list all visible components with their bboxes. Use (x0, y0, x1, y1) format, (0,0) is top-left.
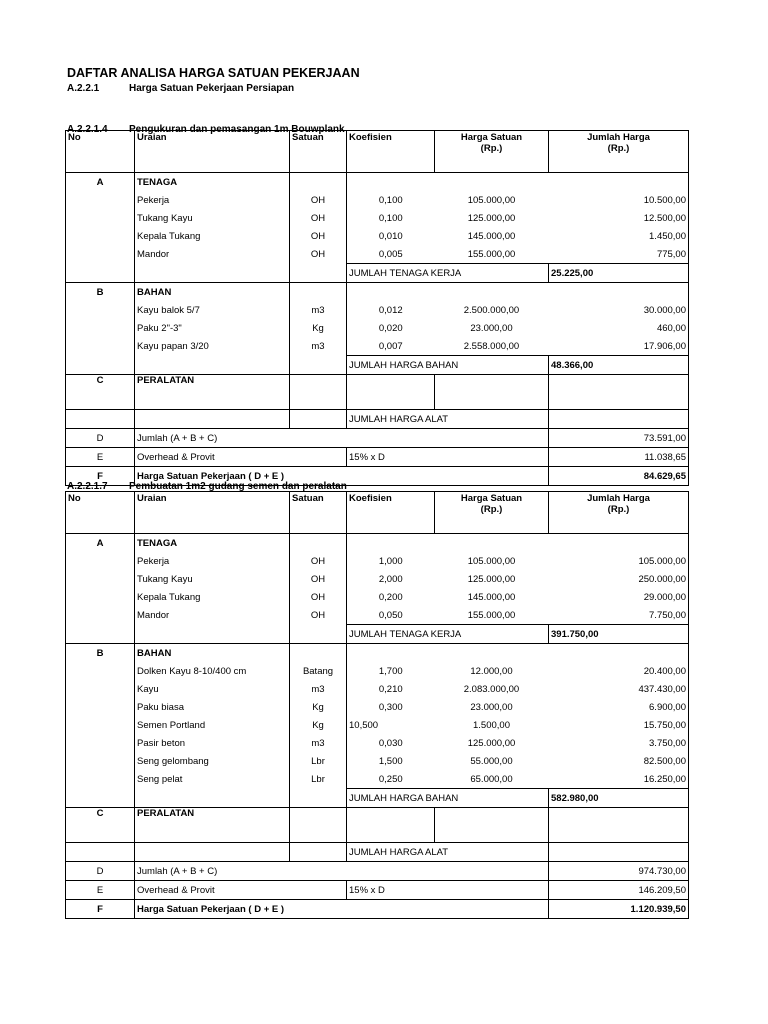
row-label: Jumlah (A + B + C) (135, 862, 549, 881)
row-value: 974.730,00 (549, 862, 689, 881)
item-jumlah: 460,00 (549, 319, 689, 337)
item-jumlah: 437.430,00 (549, 680, 689, 698)
jumlah-cell (549, 375, 689, 410)
item-uraian: Semen Portland (135, 716, 290, 734)
row-e (66, 881, 689, 900)
item-row (66, 227, 689, 245)
row-e (66, 448, 689, 467)
header-row (66, 492, 689, 534)
group-total-value: 582.980,00 (549, 789, 689, 808)
jumlah-header-line1: Jumlah Harga (587, 132, 650, 143)
group-total-value (549, 843, 689, 862)
item-row (66, 606, 689, 625)
item-jumlah: 30.000,00 (549, 301, 689, 319)
no-cell (66, 301, 135, 319)
koef-cell (347, 173, 435, 192)
row-percent: 15% x D (347, 448, 549, 467)
no-cell (66, 680, 135, 698)
group-b-label-row (66, 644, 689, 663)
item-row (66, 301, 689, 319)
item-uraian: Mandor (135, 245, 290, 264)
analysis-table-2 (65, 491, 689, 919)
koef-cell (347, 808, 435, 843)
item-harga: 2.558.000,00 (463, 340, 520, 352)
uraian-cell (135, 356, 290, 375)
no-cell (66, 716, 135, 734)
item-row (66, 570, 689, 588)
item-jumlah: 29.000,00 (549, 588, 689, 606)
col-harga-header (435, 492, 549, 534)
col-uraian-header: Uraian (135, 131, 290, 173)
satuan-cell (290, 789, 347, 808)
item-row (66, 588, 689, 606)
row-d (66, 429, 689, 448)
item-harga: 155.000,00 (467, 248, 516, 260)
group-label: BAHAN (135, 644, 290, 663)
item-row (66, 716, 689, 734)
uraian-cell (135, 264, 290, 283)
no-cell (66, 337, 135, 356)
group-b-total-row (66, 356, 689, 375)
item-uraian: Paku 2"-3" (135, 319, 290, 337)
koef-cell (347, 534, 435, 553)
uraian-cell (135, 789, 290, 808)
item-row (66, 191, 689, 209)
item-jumlah: 82.500,00 (549, 752, 689, 770)
item-satuan: m3 (290, 680, 347, 698)
no-cell (66, 662, 135, 680)
item-koefisien: 0,300 (347, 698, 435, 716)
no-cell (66, 698, 135, 716)
col-koefisien-header: Koefisien (347, 492, 435, 534)
col-satuan-header: Satuan (290, 131, 347, 173)
satuan-cell (290, 625, 347, 644)
item-uraian: Kayu balok 5/7 (135, 301, 290, 319)
group-letter: C (66, 375, 135, 410)
row-label: Jumlah (A + B + C) (135, 429, 549, 448)
harga-header-line1: Harga Satuan (460, 132, 523, 143)
col-jumlah-header (549, 131, 689, 173)
col-satuan-header: Satuan (290, 492, 347, 534)
harga-cell (435, 375, 549, 410)
row-letter: E (66, 881, 135, 900)
satuan-cell (290, 808, 347, 843)
item-koefisien: 0,050 (347, 606, 435, 625)
item-uraian: Dolken Kayu 8-10/400 cm (135, 662, 290, 680)
row-value: 73.591,00 (549, 429, 689, 448)
no-cell (66, 606, 135, 625)
group-total-label: JUMLAH HARGA BAHAN (347, 356, 549, 375)
no-cell (66, 264, 135, 283)
jumlah-cell (549, 644, 689, 663)
koef-cell (347, 644, 435, 663)
item-row (66, 680, 689, 698)
group-label: TENAGA (135, 534, 290, 553)
item-koefisien: 0,200 (347, 588, 435, 606)
item-jumlah: 16.250,00 (549, 770, 689, 789)
group-label: BAHAN (135, 283, 290, 302)
col-no-header: No (66, 492, 135, 534)
group-total-value: 48.366,00 (549, 356, 689, 375)
satuan-cell (290, 534, 347, 553)
group-a-total-row (66, 625, 689, 644)
group-total-label: JUMLAH HARGA BAHAN (347, 789, 549, 808)
item-satuan: m3 (290, 301, 347, 319)
satuan-cell (290, 644, 347, 663)
item-koefisien: 0,250 (347, 770, 435, 789)
item-row (66, 552, 689, 570)
no-cell (66, 752, 135, 770)
harga-header-line2: (Rp.) (480, 504, 503, 515)
group-a-total-row (66, 264, 689, 283)
item-satuan: Lbr (290, 752, 347, 770)
item-harga: 105.000,00 (467, 194, 516, 206)
item-harga: 2.083.000,00 (463, 683, 520, 695)
item-satuan: OH (290, 588, 347, 606)
row-letter: E (66, 448, 135, 467)
no-cell (66, 191, 135, 209)
group-letter: A (66, 173, 135, 192)
row-letter: D (66, 429, 135, 448)
col-uraian-header: Uraian (135, 492, 290, 534)
row-label: Overhead & Provit (135, 448, 347, 467)
satuan-cell (290, 375, 347, 410)
item-row (66, 319, 689, 337)
no-cell (66, 245, 135, 264)
item-jumlah: 15.750,00 (549, 716, 689, 734)
group-total-value: 25.225,00 (549, 264, 689, 283)
item-uraian: Paku biasa (135, 698, 290, 716)
item-satuan: m3 (290, 734, 347, 752)
item-uraian: Kepala Tukang (135, 588, 290, 606)
item-jumlah: 12.500,00 (549, 209, 689, 227)
item-koefisien: 0,012 (347, 301, 435, 319)
no-cell (66, 319, 135, 337)
no-cell (66, 770, 135, 789)
table2-code: A.2.2.1.7 (67, 481, 108, 492)
harga-cell (435, 534, 549, 553)
no-cell (66, 588, 135, 606)
group-label: PERALATAN (135, 808, 290, 843)
item-uraian: Kepala Tukang (135, 227, 290, 245)
item-jumlah: 105.000,00 (549, 552, 689, 570)
row-letter: D (66, 862, 135, 881)
item-satuan: OH (290, 209, 347, 227)
item-satuan: m3 (290, 337, 347, 356)
item-koefisien: 0,005 (347, 245, 435, 264)
group-total-value: 391.750,00 (549, 625, 689, 644)
row-d (66, 862, 689, 881)
item-jumlah: 3.750,00 (549, 734, 689, 752)
item-harga: 125.000,00 (467, 573, 516, 585)
table1-code: A.2.2.1.4 (67, 124, 108, 135)
item-koefisien: 10,500 (347, 716, 435, 734)
group-label: PERALATAN (135, 375, 290, 410)
group-label: TENAGA (135, 173, 290, 192)
header-row (66, 131, 689, 173)
no-cell (66, 789, 135, 808)
harga-cell (435, 808, 549, 843)
item-harga: 55.000,00 (470, 755, 513, 767)
no-cell (66, 625, 135, 644)
item-row (66, 337, 689, 356)
no-cell (66, 209, 135, 227)
item-row (66, 770, 689, 789)
col-no-header: No (66, 131, 135, 173)
koef-cell (347, 375, 435, 410)
item-koefisien: 1,000 (347, 552, 435, 570)
jumlah-cell (549, 808, 689, 843)
item-satuan: OH (290, 552, 347, 570)
row-label: Overhead & Provit (135, 881, 347, 900)
item-satuan: Batang (290, 662, 347, 680)
group-b-label-row (66, 283, 689, 302)
section-title: Harga Satuan Pekerjaan Persiapan (129, 83, 295, 94)
no-cell (66, 734, 135, 752)
item-koefisien: 1,500 (347, 752, 435, 770)
item-harga: 23.000,00 (470, 701, 513, 713)
item-koefisien: 0,100 (347, 191, 435, 209)
item-koefisien: 0,007 (347, 337, 435, 356)
satuan-cell (290, 283, 347, 302)
item-satuan: Kg (290, 716, 347, 734)
group-a-label-row (66, 534, 689, 553)
group-letter: A (66, 534, 135, 553)
item-uraian: Tukang Kayu (135, 209, 290, 227)
item-uraian: Seng gelombang (135, 752, 290, 770)
harga-cell (435, 173, 549, 192)
item-uraian: Tukang Kayu (135, 570, 290, 588)
item-satuan: OH (290, 191, 347, 209)
item-koefisien: 0,030 (347, 734, 435, 752)
item-jumlah: 6.900,00 (549, 698, 689, 716)
item-satuan: Lbr (290, 770, 347, 789)
group-c-total-row (66, 410, 689, 429)
row-value: 146.209,50 (549, 881, 689, 900)
jumlah-cell (549, 173, 689, 192)
group-c-total-row (66, 843, 689, 862)
item-koefisien: 2,000 (347, 570, 435, 588)
jumlah-cell (549, 283, 689, 302)
jumlah-header-line1: Jumlah Harga (587, 493, 650, 504)
no-cell (66, 843, 135, 862)
koef-cell (347, 283, 435, 302)
satuan-cell (290, 173, 347, 192)
section-code: A.2.2.1 (67, 83, 100, 94)
group-letter: B (66, 283, 135, 302)
group-b-total-row (66, 789, 689, 808)
item-jumlah: 7.750,00 (549, 606, 689, 625)
item-jumlah: 17.906,00 (549, 337, 689, 356)
item-satuan: OH (290, 227, 347, 245)
item-harga: 155.000,00 (467, 609, 516, 621)
item-uraian: Kayu papan 3/20 (135, 337, 290, 356)
item-harga: 125.000,00 (467, 212, 516, 224)
item-harga: 145.000,00 (467, 230, 516, 242)
item-jumlah: 250.000,00 (549, 570, 689, 588)
item-uraian: Pasir beton (135, 734, 290, 752)
item-uraian: Pekerja (135, 191, 290, 209)
group-total-label: JUMLAH HARGA ALAT (347, 410, 549, 429)
item-harga: 2.500.000,00 (463, 304, 520, 316)
col-jumlah-header (549, 492, 689, 534)
group-total-value (549, 410, 689, 429)
item-harga: 105.000,00 (467, 555, 516, 567)
group-total-label: JUMLAH TENAGA KERJA (347, 625, 549, 644)
item-koefisien: 1,700 (347, 662, 435, 680)
group-a-label-row (66, 173, 689, 192)
section-heading (67, 83, 294, 94)
row-value: 1.120.939,50 (549, 900, 689, 919)
row-label: Harga Satuan Pekerjaan ( D + E ) (135, 467, 549, 486)
document-title: DAFTAR ANALISA HARGA SATUAN PEKERJAAN (67, 66, 360, 80)
row-value: 11.038,65 (549, 448, 689, 467)
item-uraian: Kayu (135, 680, 290, 698)
item-row (66, 698, 689, 716)
jumlah-header-line2: (Rp.) (607, 504, 630, 515)
item-uraian: Seng pelat (135, 770, 290, 789)
satuan-cell (290, 410, 347, 429)
item-row (66, 662, 689, 680)
group-c-label-row (66, 808, 689, 843)
item-jumlah: 20.400,00 (549, 662, 689, 680)
jumlah-cell (549, 534, 689, 553)
group-letter: B (66, 644, 135, 663)
item-uraian: Mandor (135, 606, 290, 625)
item-satuan: Kg (290, 319, 347, 337)
item-jumlah: 1.450,00 (549, 227, 689, 245)
no-cell (66, 410, 135, 429)
row-letter: F (66, 900, 135, 919)
uraian-cell (135, 843, 290, 862)
item-satuan: Kg (290, 698, 347, 716)
satuan-cell (290, 356, 347, 375)
item-satuan: OH (290, 570, 347, 588)
analysis-table-1 (65, 130, 689, 486)
item-jumlah: 10.500,00 (549, 191, 689, 209)
item-row (66, 245, 689, 264)
harga-cell (435, 644, 549, 663)
item-uraian: Pekerja (135, 552, 290, 570)
row-letter: F (66, 467, 135, 486)
item-koefisien: 0,210 (347, 680, 435, 698)
group-letter: C (66, 808, 135, 843)
item-harga: 65.000,00 (470, 773, 513, 785)
item-jumlah: 775,00 (549, 245, 689, 264)
item-koefisien: 0,100 (347, 209, 435, 227)
item-harga: 145.000,00 (467, 591, 516, 603)
group-total-label: JUMLAH TENAGA KERJA (347, 264, 549, 283)
item-satuan: OH (290, 606, 347, 625)
no-cell (66, 570, 135, 588)
no-cell (66, 356, 135, 375)
group-total-label: JUMLAH HARGA ALAT (347, 843, 549, 862)
item-koefisien: 0,020 (347, 319, 435, 337)
table1-title: Pengukuran dan pemasangan 1m Bouwplank (129, 124, 345, 135)
satuan-cell (290, 843, 347, 862)
row-value: 84.629,65 (549, 467, 689, 486)
item-koefisien: 0,010 (347, 227, 435, 245)
harga-header-line1: Harga Satuan (460, 493, 523, 504)
uraian-cell (135, 625, 290, 644)
harga-cell (435, 283, 549, 302)
item-harga: 12.000,00 (470, 665, 513, 677)
col-koefisien-header: Koefisien (347, 131, 435, 173)
item-satuan: OH (290, 245, 347, 264)
satuan-cell (290, 264, 347, 283)
no-cell (66, 552, 135, 570)
item-harga: 125.000,00 (467, 737, 516, 749)
row-percent: 15% x D (347, 881, 549, 900)
col-harga-header (435, 131, 549, 173)
item-harga: 1.500,00 (473, 719, 510, 731)
item-harga: 23.000,00 (470, 322, 513, 334)
row-label: Harga Satuan Pekerjaan ( D + E ) (135, 900, 549, 919)
row-f (66, 900, 689, 919)
jumlah-header-line2: (Rp.) (607, 143, 630, 154)
uraian-cell (135, 410, 290, 429)
item-row (66, 752, 689, 770)
item-row (66, 209, 689, 227)
table2-title: Pembuatan 1m2 gudang semen dan peralatan (129, 481, 347, 492)
item-row (66, 734, 689, 752)
no-cell (66, 227, 135, 245)
group-c-label-row (66, 375, 689, 410)
harga-header-line2: (Rp.) (480, 143, 503, 154)
